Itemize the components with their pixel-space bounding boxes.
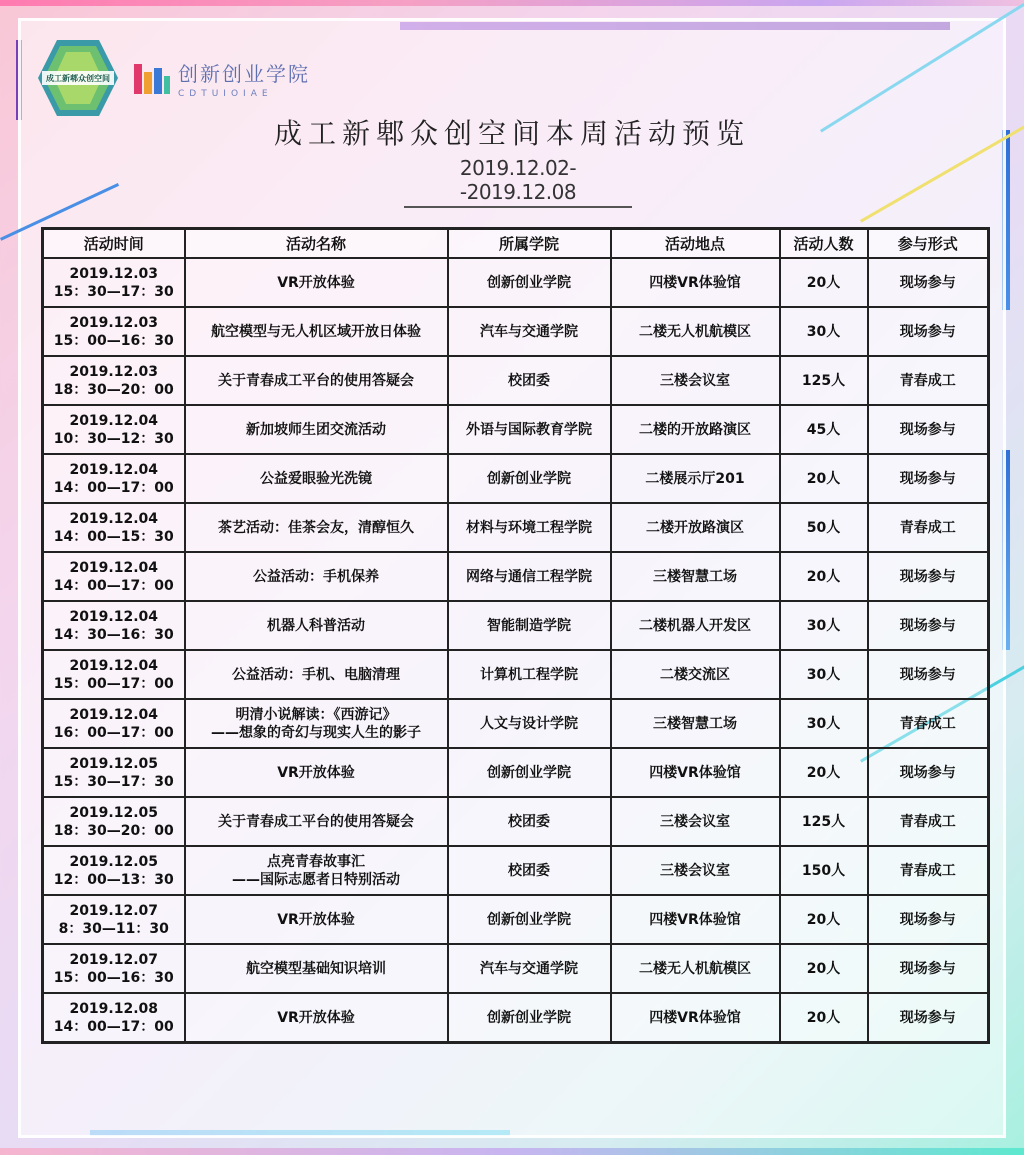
table-header-row <box>43 229 989 259</box>
cell-college <box>448 258 611 307</box>
cell-name-text: VR开放体验 <box>277 764 355 781</box>
cell-name-text: ——想象的奇幻与现实人生的影子 <box>211 724 421 741</box>
cell-time-text: 2019.12.03 <box>69 314 159 331</box>
cell-place-text: 二楼展示厅201 <box>645 470 745 487</box>
frame-bottom-bar <box>0 1148 1024 1155</box>
cell-place <box>611 650 780 699</box>
cell-college <box>448 601 611 650</box>
cell-place <box>611 503 780 552</box>
cell-mode-text: 现场参与 <box>899 960 956 977</box>
cell-college <box>448 797 611 846</box>
cell-college <box>448 454 611 503</box>
cell-time-text: 10：30—12：30 <box>53 430 174 447</box>
table-row <box>43 601 989 650</box>
cell-count <box>780 405 868 454</box>
cell-place-text: 三楼智慧工场 <box>653 568 737 585</box>
cell-time-text: 2019.12.04 <box>69 657 159 674</box>
cell-time <box>43 307 185 356</box>
cell-name <box>185 454 448 503</box>
cell-count-text: 20人 <box>806 470 841 487</box>
cell-college <box>448 846 611 895</box>
cell-mode <box>868 797 989 846</box>
cell-count-text: 50人 <box>806 519 841 536</box>
cell-place <box>611 307 780 356</box>
cell-time-text: 2019.12.05 <box>69 804 159 821</box>
table-row <box>43 405 989 454</box>
cell-place <box>611 846 780 895</box>
cell-time-text: 8：30—11：30 <box>58 920 169 937</box>
cell-mode-text: 现场参与 <box>899 323 956 340</box>
cell-place <box>611 552 780 601</box>
cell-time <box>43 650 185 699</box>
cell-name <box>185 307 448 356</box>
cell-name-text: 公益活动：手机、电脑清理 <box>232 666 400 683</box>
cell-time-text: 2019.12.05 <box>69 755 159 772</box>
cell-place-text: 二楼开放路演区 <box>646 519 744 536</box>
cell-mode-text: 现场参与 <box>899 764 956 781</box>
cell-name-text: 茶艺活动：佳茶会友，清醇恒久 <box>218 519 414 536</box>
cell-time-text: 15：30—17：30 <box>53 773 174 790</box>
cell-time-text: 2019.12.03 <box>69 265 159 282</box>
cell-college-text: 创新创业学院 <box>487 470 571 487</box>
cell-name-text: 点亮青春故事汇 <box>267 853 365 870</box>
col-header-mode: 参与形式 <box>868 229 989 259</box>
cell-college <box>448 650 611 699</box>
cell-name <box>185 797 448 846</box>
cell-college-text: 材料与环境工程学院 <box>466 519 592 536</box>
cell-time <box>43 356 185 405</box>
cell-name-text: 关于青春成工平台的使用答疑会 <box>218 813 414 830</box>
cell-place <box>611 748 780 797</box>
cell-count <box>780 258 868 307</box>
table-row <box>43 699 989 748</box>
cell-count <box>780 699 868 748</box>
cell-time-text: 12：00—13：30 <box>53 871 174 888</box>
cell-name <box>185 258 448 307</box>
cell-mode-text: 现场参与 <box>899 1009 956 1026</box>
cell-mode <box>868 307 989 356</box>
cell-mode-text: 现场参与 <box>899 666 956 683</box>
cell-mode-text: 青春成工 <box>899 862 956 879</box>
cell-name-text: 关于青春成工平台的使用答疑会 <box>218 372 414 389</box>
cell-college <box>448 699 611 748</box>
table-row <box>43 552 989 601</box>
cell-count-text: 125人 <box>801 372 846 389</box>
cell-time <box>43 895 185 944</box>
cell-count-text: 20人 <box>806 274 841 291</box>
cell-count <box>780 846 868 895</box>
col-header-place: 活动地点 <box>611 229 780 259</box>
cell-place <box>611 895 780 944</box>
cell-mode-text: 现场参与 <box>899 568 956 585</box>
cell-time-text: 14：00—17：00 <box>53 577 174 594</box>
cell-count-text: 125人 <box>801 813 846 830</box>
cell-time <box>43 748 185 797</box>
cell-time-text: 18：30—20：00 <box>53 381 174 398</box>
date-range: 2019.12.02--2019.12.08 <box>404 156 632 208</box>
cell-place <box>611 356 780 405</box>
cell-place-text: 三楼会议室 <box>660 372 730 389</box>
cell-name <box>185 944 448 993</box>
cell-count-text: 20人 <box>806 911 841 928</box>
cell-time <box>43 258 185 307</box>
cell-name-text: 明清小说解读：《西游记》 <box>235 706 397 723</box>
cell-college-text: 校团委 <box>508 372 550 389</box>
cell-count <box>780 552 868 601</box>
college-name-cn: 创新创业学院 <box>178 61 310 86</box>
cell-name-text: 新加坡师生团交流活动 <box>246 421 386 438</box>
cell-count <box>780 748 868 797</box>
table-row <box>43 748 989 797</box>
cell-time-text: 2019.12.03 <box>69 363 159 380</box>
cell-name-text: 机器人科普活动 <box>267 617 365 634</box>
cell-time-text: 14：00—17：00 <box>53 479 174 496</box>
cell-count <box>780 307 868 356</box>
cell-mode <box>868 895 989 944</box>
cell-time-text: 2019.12.04 <box>69 608 159 625</box>
table-row <box>43 503 989 552</box>
cell-place <box>611 601 780 650</box>
cell-college-text: 计算机工程学院 <box>480 666 578 683</box>
cell-count-text: 30人 <box>806 715 841 732</box>
cell-place-text: 二楼的开放路演区 <box>639 421 751 438</box>
cell-time-text: 2019.12.08 <box>69 1000 159 1017</box>
cell-name <box>185 552 448 601</box>
cell-time-text: 2019.12.04 <box>69 461 159 478</box>
table-row <box>43 797 989 846</box>
frame-top-bar-purple <box>0 0 1024 6</box>
cell-place-text: 三楼智慧工场 <box>653 715 737 732</box>
cell-time-text: 2019.12.07 <box>69 951 159 968</box>
cell-place-text: 四楼VR体验馆 <box>649 1009 741 1026</box>
cell-college-text: 创新创业学院 <box>487 274 571 291</box>
cell-count <box>780 797 868 846</box>
cell-count-text: 20人 <box>806 764 841 781</box>
cell-time <box>43 846 185 895</box>
cell-time-text: 2019.12.04 <box>69 412 159 429</box>
cell-name-text: VR开放体验 <box>277 1009 355 1026</box>
table-row <box>43 895 989 944</box>
cell-mode <box>868 748 989 797</box>
cell-mode <box>868 601 989 650</box>
cell-count-text: 45人 <box>806 421 841 438</box>
cell-mode-text: 现场参与 <box>899 274 956 291</box>
cell-mode <box>868 454 989 503</box>
cell-place <box>611 258 780 307</box>
cell-mode <box>868 356 989 405</box>
cell-count-text: 30人 <box>806 323 841 340</box>
cell-college-text: 创新创业学院 <box>487 764 571 781</box>
cell-mode-text: 青春成工 <box>899 372 956 389</box>
cell-count <box>780 454 868 503</box>
cell-college-text: 创新创业学院 <box>487 911 571 928</box>
cell-mode <box>868 258 989 307</box>
cell-mode <box>868 846 989 895</box>
college-brand-icon <box>132 58 172 98</box>
cell-college <box>448 895 611 944</box>
cell-count-text: 30人 <box>806 617 841 634</box>
cell-college-text: 汽车与交通学院 <box>480 323 578 340</box>
cell-college-text: 网络与通信工程学院 <box>466 568 592 585</box>
cell-time <box>43 944 185 993</box>
cell-mode <box>868 993 989 1043</box>
cell-name <box>185 405 448 454</box>
cell-name <box>185 503 448 552</box>
cell-college <box>448 307 611 356</box>
col-header-name: 活动名称 <box>185 229 448 259</box>
table-row <box>43 846 989 895</box>
cell-college-text: 外语与国际教育学院 <box>466 421 592 438</box>
cell-mode-text: 现场参与 <box>899 470 956 487</box>
cell-name-text: 公益活动：手机保养 <box>253 568 379 585</box>
cell-count <box>780 993 868 1043</box>
cell-time-text: 14：00—17：00 <box>53 1018 174 1035</box>
cell-count-text: 150人 <box>801 862 846 879</box>
cell-college-text: 人文与设计学院 <box>480 715 578 732</box>
cell-time-text: 2019.12.04 <box>69 559 159 576</box>
cell-college <box>448 356 611 405</box>
cell-mode <box>868 405 989 454</box>
cell-place-text: 二楼无人机航模区 <box>639 960 751 977</box>
cell-mode-text: 青春成工 <box>899 519 956 536</box>
cell-name <box>185 846 448 895</box>
cell-name <box>185 650 448 699</box>
cell-count <box>780 895 868 944</box>
table-row <box>43 944 989 993</box>
cell-place-text: 三楼会议室 <box>660 862 730 879</box>
cell-count <box>780 356 868 405</box>
cell-mode-text: 现场参与 <box>899 617 956 634</box>
cell-college <box>448 944 611 993</box>
cell-time <box>43 993 185 1043</box>
cell-name <box>185 748 448 797</box>
cell-place-text: 四楼VR体验馆 <box>649 764 741 781</box>
cell-mode <box>868 650 989 699</box>
cell-name-text: 公益爱眼验光洗镜 <box>260 470 372 487</box>
cell-time-text: 2019.12.04 <box>69 510 159 527</box>
cell-college <box>448 405 611 454</box>
col-header-time: 活动时间 <box>43 229 185 259</box>
logo-area <box>36 38 310 118</box>
cell-time-text: 2019.12.05 <box>69 853 159 870</box>
cell-name-text: VR开放体验 <box>277 911 355 928</box>
cell-mode <box>868 552 989 601</box>
cell-place <box>611 797 780 846</box>
cell-count <box>780 601 868 650</box>
cell-place <box>611 699 780 748</box>
cell-mode-text: 青春成工 <box>899 715 956 732</box>
cell-college-text: 创新创业学院 <box>487 1009 571 1026</box>
cell-college-text: 校团委 <box>508 813 550 830</box>
cell-time-text: 18：30—20：00 <box>53 822 174 839</box>
cell-mode <box>868 699 989 748</box>
cell-count <box>780 503 868 552</box>
table-row <box>43 307 989 356</box>
table-row <box>43 356 989 405</box>
cell-time <box>43 699 185 748</box>
hex-badge-logo <box>36 38 120 118</box>
cell-time-text: 2019.12.07 <box>69 902 159 919</box>
cell-time-text: 15：00—17：00 <box>53 675 174 692</box>
cell-count <box>780 650 868 699</box>
cell-place <box>611 454 780 503</box>
cell-mode-text: 青春成工 <box>899 813 956 830</box>
cell-college <box>448 748 611 797</box>
cell-count-text: 30人 <box>806 666 841 683</box>
cell-place-text: 二楼无人机航模区 <box>639 323 751 340</box>
cell-mode-text: 现场参与 <box>899 911 956 928</box>
cell-name-text: 航空模型基础知识培训 <box>246 960 386 977</box>
cell-mode <box>868 503 989 552</box>
col-header-college: 所属学院 <box>448 229 611 259</box>
hex-badge-text: 成工新郫众创空间 <box>46 74 110 83</box>
cell-college-text: 校团委 <box>508 862 550 879</box>
cell-time <box>43 552 185 601</box>
table-row <box>43 993 989 1043</box>
cell-college <box>448 993 611 1043</box>
cell-name <box>185 699 448 748</box>
college-brand <box>132 58 310 99</box>
cell-name <box>185 993 448 1043</box>
cell-time <box>43 797 185 846</box>
cell-place-text: 四楼VR体验馆 <box>649 274 741 291</box>
cell-time-text: 14：30—16：30 <box>53 626 174 643</box>
college-name-en: CDTUIOIAE <box>178 88 273 99</box>
cell-count-text: 20人 <box>806 568 841 585</box>
col-header-count: 活动人数 <box>780 229 868 259</box>
cell-count <box>780 944 868 993</box>
cell-time-text: 2019.12.04 <box>69 706 159 723</box>
cell-time <box>43 405 185 454</box>
cell-place-text: 三楼会议室 <box>660 813 730 830</box>
cell-time-text: 14：00—15：30 <box>53 528 174 545</box>
cell-college-text: 智能制造学院 <box>487 617 571 634</box>
cell-place <box>611 993 780 1043</box>
cell-time-text: 16：00—17：00 <box>53 724 174 741</box>
cell-place <box>611 944 780 993</box>
cell-time <box>43 454 185 503</box>
schedule-table <box>41 227 990 1044</box>
cell-place-text: 二楼机器人开发区 <box>639 617 751 634</box>
cell-time-text: 15：30—17：30 <box>53 283 174 300</box>
cell-name-text: ——国际志愿者日特别活动 <box>232 871 400 888</box>
table-row <box>43 454 989 503</box>
cell-place-text: 四楼VR体验馆 <box>649 911 741 928</box>
cell-name-text: VR开放体验 <box>277 274 355 291</box>
cell-place-text: 二楼交流区 <box>660 666 730 683</box>
cell-college-text: 汽车与交通学院 <box>480 960 578 977</box>
cell-time <box>43 503 185 552</box>
cell-mode-text: 现场参与 <box>899 421 956 438</box>
table-row <box>43 258 989 307</box>
cell-count-text: 20人 <box>806 1009 841 1026</box>
table-row <box>43 650 989 699</box>
cell-time <box>43 601 185 650</box>
cell-name-text: 航空模型与无人机区域开放日体验 <box>211 323 421 340</box>
cell-time-text: 15：00—16：30 <box>53 332 174 349</box>
cell-count-text: 20人 <box>806 960 841 977</box>
page-title: 成工新郫众创空间本周活动预览 <box>273 117 750 150</box>
cell-college <box>448 503 611 552</box>
cell-mode <box>868 944 989 993</box>
cell-time-text: 15：00—16：30 <box>53 969 174 986</box>
cell-name <box>185 895 448 944</box>
cell-place <box>611 405 780 454</box>
cell-college <box>448 552 611 601</box>
cell-name <box>185 356 448 405</box>
cell-name <box>185 601 448 650</box>
